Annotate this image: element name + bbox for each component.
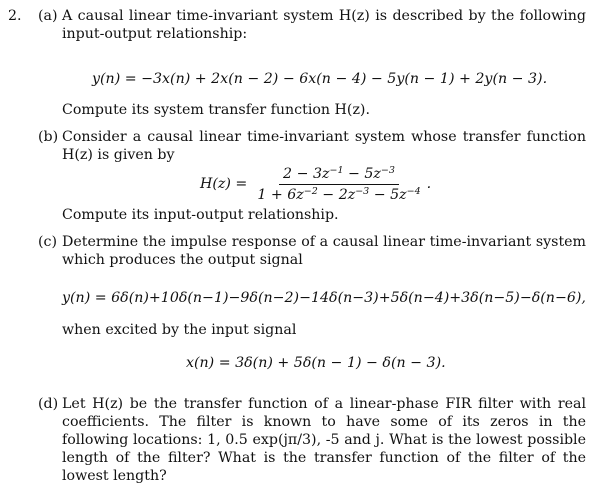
part-d-label: (d): [38, 396, 59, 412]
transfer-function-lhs: H(z) =: [200, 176, 248, 192]
transfer-function-fraction: [253, 166, 424, 203]
transfer-function-period: .: [426, 176, 432, 192]
transfer-function-denominator: $1 + 6z^{-2} - 2z^{-3} - 5z^{-4}$: [257, 185, 421, 203]
input-signal-equation: x(n) = 3δ(n) + 5δ(n − 1) − δ(n − 3).: [186, 355, 446, 371]
part-d-text: Let H(z) be the transfer function of a linear-phase FIR filter with real coefficients. The filter is known to have some of its zeros in the following locations: 1, 0.5 exp(jπ/3), -5 and j. What is the lowest possible length of the filter? What is the transfer function of the filter of the lowest length?: [62, 396, 586, 484]
part-b-label: (b): [38, 129, 59, 145]
part-b-text: Consider a causal linear time-invariant system whose transfer function H(z) is given by: [62, 129, 586, 163]
transfer-function-equation: [200, 162, 431, 206]
part-c-connector: when excited by the input signal: [62, 322, 297, 338]
part-a: [38, 7, 586, 43]
problem-number: 2.: [8, 8, 22, 24]
part-d: [38, 395, 586, 485]
part-b-task: Compute its input-output relationship.: [62, 207, 339, 223]
output-signal-equation: y(n) = 6δ(n)+10δ(n−1)−9δ(n−2)−14δ(n−3)+5δ(n−4)+3δ(n−5)−δ(n−6),: [62, 290, 586, 306]
part-c-text: Determine the impulse response of a causal linear time-invariant system which produces the output signal: [62, 234, 586, 268]
part-a-label: (a): [38, 8, 58, 24]
part-c: [38, 233, 586, 269]
part-c-label: (c): [38, 234, 58, 250]
transfer-function-numerator: $2 - 3z^{-1} - 5z^{-3}$: [279, 166, 399, 185]
part-a-equation: y(n) = −3x(n) + 2x(n − 2) − 6x(n − 4) − 5y(n − 1) + 2y(n − 3).: [92, 71, 548, 87]
part-b: [38, 128, 586, 164]
part-a-task: Compute its system transfer function H(z).: [62, 102, 370, 118]
part-a-text: A causal linear time-invariant system H(z) is described by the following input-output relationship:: [62, 8, 586, 42]
